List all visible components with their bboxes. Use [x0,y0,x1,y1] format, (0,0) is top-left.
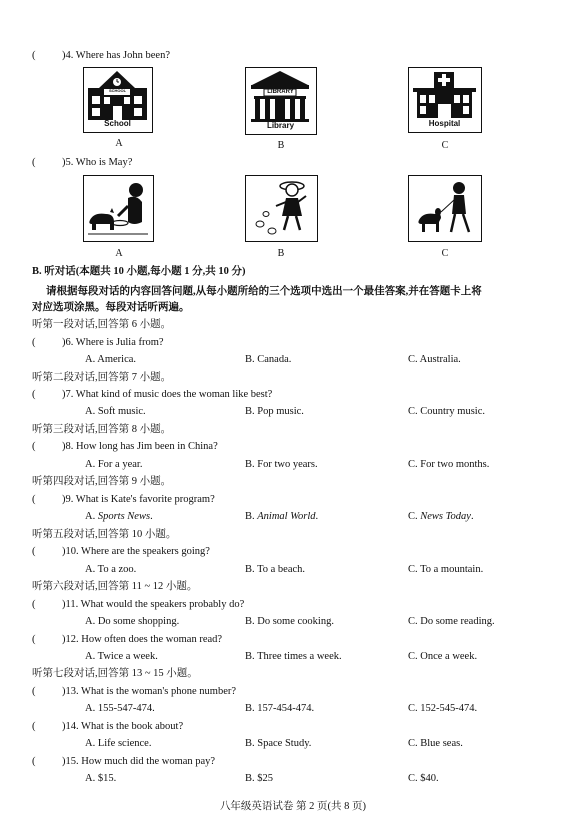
q7-option-b: B. Pop music. [245,406,304,417]
school-caption: School [104,119,131,128]
answer-paren: ( [32,157,36,168]
dialogue-header: 听第三段对话,回答第 8 小题。 [32,424,172,435]
question-14: )14. What is the book about? [62,721,184,732]
question-4: )4. Where has John been? [62,50,170,61]
q13-option-a: A. 155-547-474. [85,703,155,714]
section-b-instruction-line2: 对应选项涂黑。每段对话听两遍。 [32,302,190,313]
dialogue-header: 听第二段对话,回答第 7 小题。 [32,372,172,383]
q7-option-a: A. Soft music. [85,406,146,417]
q12-option-b: B. Three times a week. [245,651,342,662]
q8-option-a: A. For a year. [85,459,143,470]
dialogue-header: 听第七段对话,回答第 13 ~ 15 小题。 [32,668,198,679]
answer-paren: ( [32,441,36,452]
q8-option-b: B. For two years. [245,459,318,470]
q9-option-a: A. Sports News. [85,511,153,522]
option-label-c: C [441,248,449,259]
question-10: )10. Where are the speakers going? [62,546,210,557]
answer-paren: ( [32,389,36,400]
option-label-b: B [277,248,285,259]
q10-option-a: A. To a zoo. [85,564,137,575]
q12-option-c: C. Once a week. [408,651,478,662]
q9-option-b: B. Animal World. [245,511,319,522]
q13-option-c: C. 152-545-474. [408,703,478,714]
q10-option-c: C. To a mountain. [408,564,484,575]
question-11: )11. What would the speakers probably do? [62,599,245,610]
school-sign-text: SCHOOL [108,88,127,93]
girl-feeding-cat-icon [84,176,152,240]
q14-option-c: C. Blue seas. [408,738,463,749]
option-label-c: C [441,140,449,151]
answer-paren: ( [32,756,36,767]
question-12: )12. How often does the woman read? [62,634,223,645]
q6-option-b: B. Canada. [245,354,292,365]
option-c-hospital-picture [408,67,482,133]
library-sign-text: LIBRARY [267,89,294,95]
q7-option-c: C. Country music. [408,406,486,417]
option-a-school-picture [83,67,153,133]
q6-option-a: A. America. [85,354,137,365]
answer-paren: ( [32,546,36,557]
option-label-b: B [277,140,285,151]
option-label-a: A [115,138,123,149]
q11-option-b: B. Do some cooking. [245,616,334,627]
library-caption: Library [266,121,295,130]
girl-walking-dog-icon [409,176,480,240]
girl-feeding-chickens-icon [246,176,316,240]
q10-option-b: B. To a beach. [245,564,306,575]
dialogue-header: 听第四段对话,回答第 9 小题。 [32,476,172,487]
hospital-caption: Hospital [428,119,461,128]
option-c-walking-dog-picture [408,175,482,242]
dialogue-header: 听第一段对话,回答第 6 小题。 [32,319,172,330]
answer-paren: ( [32,686,36,697]
q11-option-c: C. Do some reading. [408,616,495,627]
question-9: )9. What is Kate's favorite program? [62,494,215,505]
option-b-feeding-chickens-picture [245,175,318,242]
question-13: )13. What is the woman's phone number? [62,686,237,697]
q13-option-b: B. 157-454-474. [245,703,315,714]
answer-paren: ( [32,721,36,732]
q12-option-a: A. Twice a week. [85,651,158,662]
q15-option-a: A. $15. [85,773,117,784]
section-b-instruction-line1: 请根据每段对话的内容回答问题,从每小题所给的三个选项中选出一个最佳答案,并在答题卡上将 [46,286,482,297]
question-6: )6. Where is Julia from? [62,337,164,348]
q14-option-a: A. Life science. [85,738,152,749]
question-5: )5. Who is May? [62,157,133,168]
q11-option-a: A. Do some shopping. [85,616,180,627]
option-label-a: A [115,248,123,259]
option-b-library-picture [245,67,317,135]
q15-option-b: B. $25 [245,773,274,784]
answer-paren: ( [32,494,36,505]
answer-paren: ( [32,50,36,61]
q6-option-c: C. Australia. [408,354,461,365]
option-a-feeding-cat-picture [83,175,154,242]
dialogue-header: 听第六段对话,回答第 11 ~ 12 小题。 [32,581,198,592]
question-8: )8. How long has Jim been in China? [62,441,218,452]
page-footer: 八年级英语试卷 第 2 页(共 8 页) [219,801,367,812]
question-7: )7. What kind of music does the woman like best? [62,389,273,400]
dialogue-header: 听第五段对话,回答第 10 小题。 [32,529,177,540]
section-b-title: B. 听对话(本题共 10 小题,每小题 1 分,共 10 分) [32,266,246,277]
q8-option-c: C. For two months. [408,459,490,470]
answer-paren: ( [32,337,36,348]
answer-paren: ( [32,599,36,610]
q15-option-c: C. $40. [408,773,439,784]
answer-paren: ( [32,634,36,645]
question-15: )15. How much did the woman pay? [62,756,216,767]
q9-option-c: C. News Today. [408,511,474,522]
q14-option-b: B. Space Study. [245,738,312,749]
